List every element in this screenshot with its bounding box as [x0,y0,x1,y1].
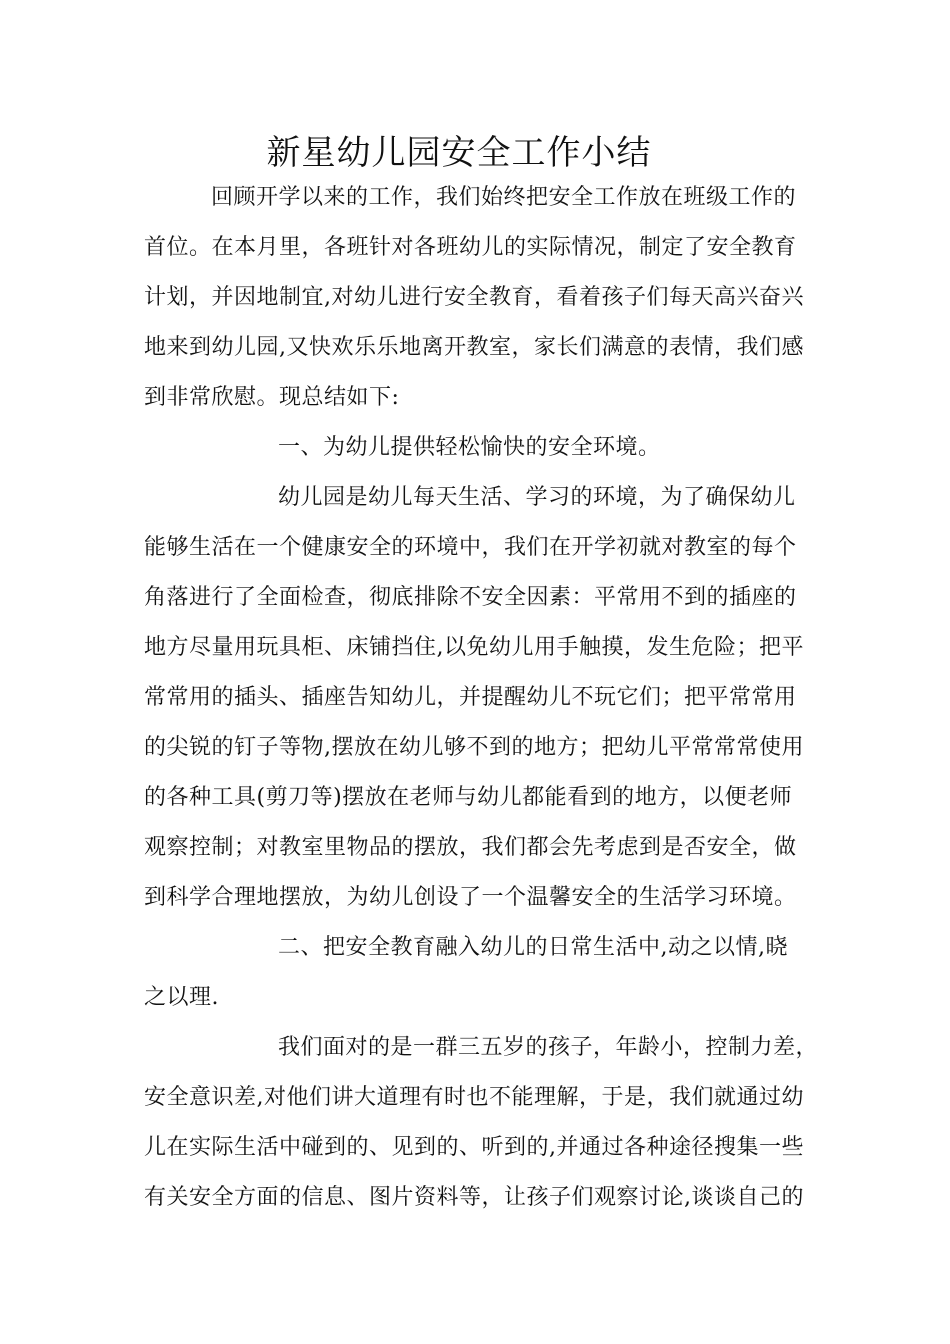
paragraph-line: 有关安全方面的信息、图片资料等，让孩子们观察讨论,谈谈自己的 [144,1185,804,1210]
paragraph-line: 到非常欣慰。现总结如下: [144,385,400,410]
paragraph-line: 安全意识差,对他们讲大道理有时也不能理解，于是，我们就通过幼 [144,1085,804,1110]
paragraph-line: 回顾开学以来的工作，我们始终把安全工作放在班级工作的 [211,185,797,210]
paragraph-line: 的尖锐的钉子等物,摆放在幼儿够不到的地方；把幼儿平常常常使用 [144,735,804,760]
paragraph-line: 能够生活在一个健康安全的环境中，我们在开学初就对教室的每个 [144,535,797,560]
paragraph-line: 角落进行了全面检查，彻底排除不安全因素：平常用不到的插座的 [144,585,797,610]
section-heading-2: 二、把安全教育融入幼儿的日常生活中,动之以情,晓 [278,935,788,960]
paragraph-line: 到科学合理地摆放，为幼儿创设了一个温馨安全的生活学习环境。 [144,885,797,910]
paragraph-line: 首位。在本月里，各班针对各班幼儿的实际情况，制定了安全教育 [144,235,797,260]
paragraph-line: 地方尽量用玩具柜、床铺挡住,以免幼儿用手触摸，发生危险；把平 [144,635,804,660]
paragraph-line: 幼儿园是幼儿每天生活、学习的环境，为了确保幼儿 [278,485,796,510]
paragraph-line: 计划，并因地制宜,对幼儿进行安全教育，看着孩子们每天高兴奋兴 [144,285,804,310]
section-heading-1: 一、为幼儿提供轻松愉快的安全环境。 [278,435,661,460]
paragraph-line: 我们面对的是一群三五岁的孩子，年龄小，控制力差， [278,1035,819,1060]
paragraph-line: 的各种工具(剪刀等)摆放在老师与幼儿都能看到的地方，以便老师 [144,785,793,810]
document-title: 新星幼儿园安全工作小结 [266,133,652,173]
paragraph-line: 儿在实际生活中碰到的、见到的、听到的,并通过各种途径搜集一些 [144,1135,804,1160]
paragraph-line: 地来到幼儿园,又快欢乐乐地离开教室，家长们满意的表情，我们感 [144,335,804,360]
paragraph-line: 观察控制；对教室里物品的摆放，我们都会先考虑到是否安全，做 [144,835,797,860]
section-heading-2-continued: 之以理. [144,985,219,1010]
paragraph-line: 常常用的插头、插座告知幼儿，并提醒幼儿不玩它们；把平常常用 [144,685,797,710]
